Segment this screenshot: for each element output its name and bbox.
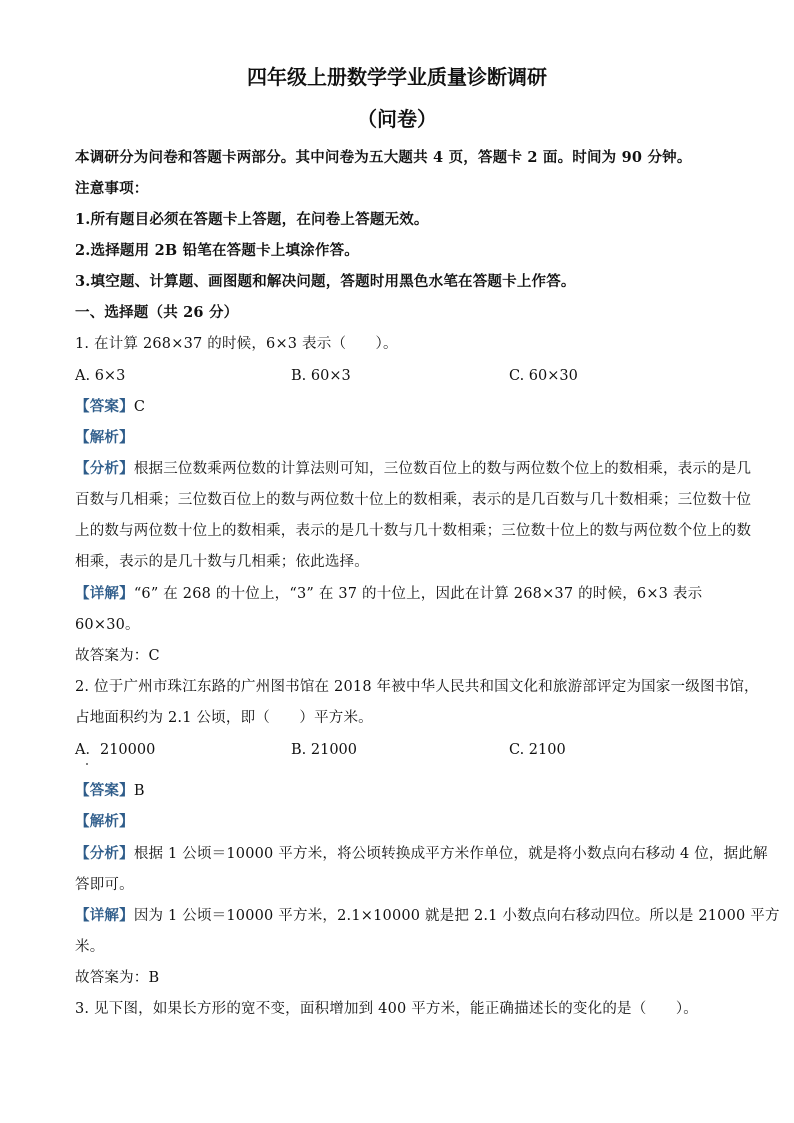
question-2-fenxi-line-2: 答即可。 bbox=[75, 877, 134, 893]
question-2-analysis-heading bbox=[75, 812, 134, 832]
answer-tag: 【答案】 bbox=[75, 782, 134, 799]
notice-title: 注意事项： bbox=[75, 180, 149, 197]
answer-tag: 【答案】 bbox=[75, 398, 134, 415]
question-2-detail-line-2: 米。 bbox=[75, 939, 105, 955]
notice-item-3: 3.填空题、计算题、画图题和解决问题，答题时用黑色水笔在答题卡上作答。 bbox=[75, 273, 576, 290]
fenxi-tag: 【分析】 bbox=[75, 460, 134, 477]
answer-value: C bbox=[133, 399, 146, 415]
question-1-option-a: A. 6×3 bbox=[75, 368, 126, 384]
question-1-fenxi-line-2: 百数与几相乘；三位数百位上的数与两位数十位上的数相乘，表示的是几百数与几十数相乘；三位数十位 bbox=[75, 492, 752, 508]
question-1-stem: 1. 在计算 268×37 的时候，6×3 表示（ ）。 bbox=[75, 336, 398, 352]
question-1-conclusion: 故答案为：C bbox=[75, 648, 160, 664]
fenxi-text: 根据 1 公顷＝10000 平方米，将公顷转换成平方米作单位，就是将小数点向右移动 4 位，据此解 bbox=[133, 846, 768, 862]
notice-item-2: 2.选择题用 2B 铅笔在答题卡上填涂作答。 bbox=[75, 242, 359, 259]
detail-tag: 【详解】 bbox=[75, 585, 134, 602]
section-heading: 一、选择题（共 26 分） bbox=[75, 304, 239, 321]
intro-description: 本调研分为问卷和答题卡两部分。其中问卷为五大题共 4 页，答题卡 2 面。时间为 90 分钟。 bbox=[75, 149, 692, 166]
question-1-analysis-heading bbox=[75, 428, 134, 448]
detail-tag: 【详解】 bbox=[75, 907, 134, 924]
fenxi-tag: 【分析】 bbox=[75, 845, 134, 862]
question-2-answer bbox=[75, 781, 145, 801]
question-1-option-c: C. 60×30 bbox=[509, 368, 578, 384]
question-2-detail-line-1 bbox=[75, 906, 780, 926]
question-1-detail-line-1 bbox=[75, 584, 702, 604]
detail-text: 因为 1 公顷＝10000 平方米，2.1×10000 就是把 2.1 小数点向右移动四位。所以是 21000 平方 bbox=[133, 908, 780, 924]
analysis-tag: 【解析】 bbox=[75, 813, 134, 830]
question-1-fenxi-line-3: 上的数与两位数十位上的数相乘，表示的是几十数与几十数相乘；三位数十位上的数与两位数个位上的数 bbox=[75, 523, 752, 539]
analysis-tag: 【解析】 bbox=[75, 429, 134, 446]
question-2-option-c: C. 2100 bbox=[509, 742, 566, 758]
question-2-conclusion: 故答案为：B bbox=[75, 970, 160, 986]
question-1-option-b: B. 60×3 bbox=[291, 368, 351, 384]
question-2-fenxi-line-1 bbox=[75, 844, 768, 864]
stray-dot bbox=[86, 763, 88, 765]
fenxi-text: 根据三位数乘两位数的计算法则可知，三位数百位上的数与两位数个位上的数相乘，表示的是几 bbox=[133, 461, 752, 477]
question-3-stem: 3. 见下图，如果长方形的宽不变，面积增加到 400 平方米，能正确描述长的变化的是（ ）。 bbox=[75, 1001, 698, 1017]
question-1-fenxi-line-4: 相乘，表示的是几十数与几相乘；依此选择。 bbox=[75, 554, 369, 570]
question-2-option-a: A．210000 bbox=[75, 742, 156, 758]
question-2-stem-line-1: 2. 位于广州市珠江东路的广州图书馆在 2018 年被中华人民共和国文化和旅游部评定为国家一级图书馆， bbox=[75, 679, 759, 695]
page-title: 四年级上册数学学业质量诊断调研 bbox=[247, 65, 547, 89]
page-subtitle: （问卷） bbox=[357, 107, 437, 131]
question-2-stem-line-2: 占地面积约为 2.1 公顷，即（ ）平方米。 bbox=[75, 710, 373, 726]
question-1-detail-line-2: 60×30。 bbox=[75, 617, 140, 633]
question-1-answer bbox=[75, 397, 145, 417]
detail-text: “6” 在 268 的十位上，“3” 在 37 的十位上，因此在计算 268×37 的时候，6×3 表示 bbox=[133, 586, 703, 602]
notice-item-1: 1.所有题目必须在答题卡上答题，在问卷上答题无效。 bbox=[75, 211, 429, 228]
answer-value: B bbox=[133, 783, 145, 799]
question-1-fenxi-line-1 bbox=[75, 459, 751, 479]
question-2-option-b: B. 21000 bbox=[291, 742, 358, 758]
